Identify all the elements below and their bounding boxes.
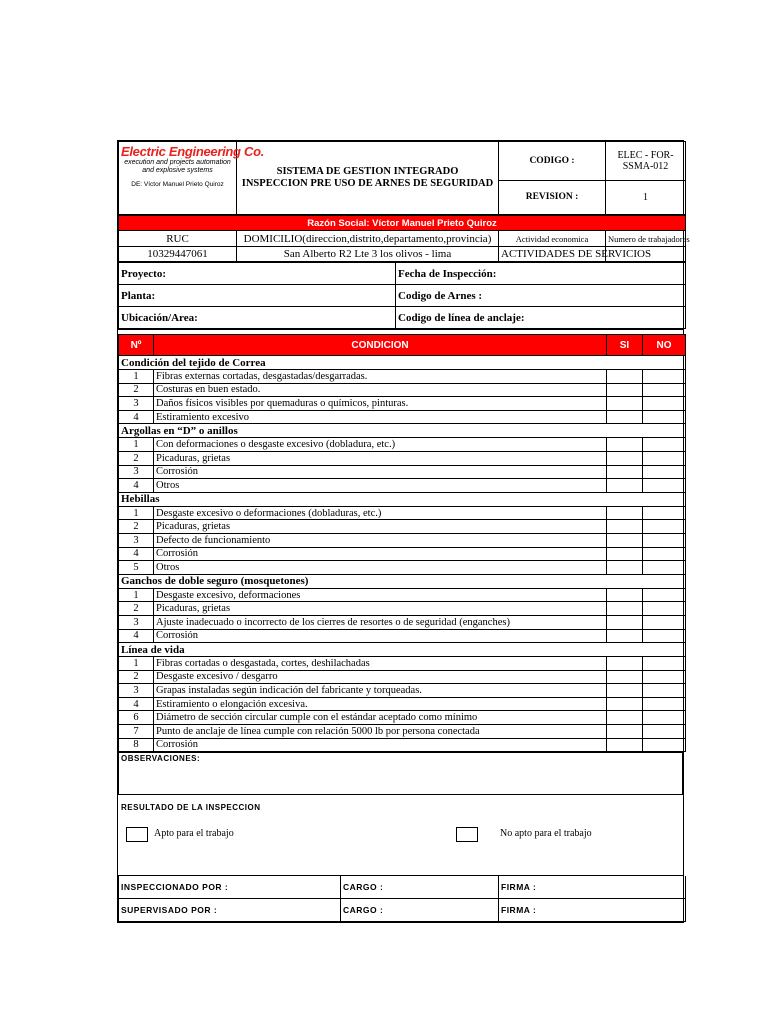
condition-row (119, 397, 686, 411)
condition-number: 1 (119, 438, 154, 452)
condition-row (119, 383, 686, 397)
si-cell[interactable] (607, 479, 643, 493)
category-row (119, 643, 686, 657)
no-cell[interactable] (643, 725, 686, 739)
condition-row (119, 629, 686, 643)
condition-text: Otros (154, 479, 607, 493)
si-cell[interactable] (607, 629, 643, 643)
condition-row (119, 697, 686, 711)
company-logo (119, 142, 265, 215)
condition-text: Desgaste excesivo o deformaciones (dobladuras, etc.) (154, 506, 607, 520)
condition-row (119, 506, 686, 520)
condition-text: Costuras en buen estado. (154, 383, 607, 397)
revision-label: REVISION : (499, 180, 606, 214)
condition-number: 2 (119, 602, 154, 616)
si-cell[interactable] (607, 697, 643, 711)
si-cell[interactable] (607, 670, 643, 684)
category-title: Condición del tejido de Correa (119, 356, 686, 370)
si-cell[interactable] (607, 588, 643, 602)
si-cell[interactable] (607, 383, 643, 397)
condition-text: Corrosión (154, 547, 607, 561)
condition-row (119, 547, 686, 561)
condition-number: 1 (119, 657, 154, 671)
si-cell[interactable] (607, 370, 643, 384)
si-cell[interactable] (607, 465, 643, 479)
condition-text: Picaduras, grietas (154, 451, 607, 465)
condition-row (119, 479, 686, 493)
category-title: Ganchos de doble seguro (mosquetones) (119, 574, 686, 588)
cargo-field-2[interactable]: CARGO : (341, 899, 499, 922)
codigo-label: CODIGO : (499, 142, 606, 181)
category-row (119, 574, 686, 588)
condition-row (119, 588, 686, 602)
condition-number: 3 (119, 615, 154, 629)
condition-row (119, 738, 686, 752)
si-cell[interactable] (607, 520, 643, 534)
category-title: Hebillas (119, 492, 686, 506)
condition-row (119, 561, 686, 575)
si-cell[interactable] (607, 438, 643, 452)
no-cell[interactable] (643, 533, 686, 547)
condition-number: 5 (119, 561, 154, 575)
domicilio-label: DOMICILIO(direccion,distrito,departamento,provincia) (237, 231, 499, 247)
no-apto-label: No apto para el trabajo (500, 828, 592, 840)
codigo-linea-field[interactable]: Codigo de línea de anclaje: (396, 307, 686, 329)
condition-text: Punto de anclaje de línea cumple con relación 5000 lb por persona conectada (154, 725, 607, 739)
no-cell[interactable] (643, 370, 686, 384)
condition-text: Fibras externas cortadas, desgastadas/desgarradas. (154, 370, 607, 384)
no-apto-checkbox[interactable] (456, 827, 478, 842)
no-cell[interactable] (643, 615, 686, 629)
no-cell[interactable] (643, 629, 686, 643)
no-cell[interactable] (643, 410, 686, 424)
condition-text: Daños físicos visibles por quemaduras o químicos, pinturas. (154, 397, 607, 411)
category-row (119, 356, 686, 370)
project-fields (118, 262, 686, 329)
condition-text: Ajuste inadecuado o incorrecto de los cierres de resortes o de seguridad (enganches) (154, 615, 607, 629)
no-cell[interactable] (643, 561, 686, 575)
planta-field[interactable]: Planta: (119, 285, 396, 307)
condition-number: 4 (119, 547, 154, 561)
category-title: Línea de vida (119, 643, 686, 657)
no-cell[interactable] (643, 383, 686, 397)
condition-table (118, 334, 686, 752)
condition-row (119, 670, 686, 684)
condition-row (119, 602, 686, 616)
apto-label: Apto para el trabajo (154, 828, 234, 840)
no-cell[interactable] (643, 657, 686, 671)
signature-table (118, 876, 686, 922)
logo-subtitle-2: and explosive systems (142, 167, 213, 174)
no-cell[interactable] (643, 506, 686, 520)
supervisado-field[interactable]: SUPERVISADO POR : (119, 899, 341, 922)
codigo-value: ELEC - FOR-SSMA-012 (606, 142, 686, 181)
condition-text: Corrosión (154, 738, 607, 752)
no-cell[interactable] (643, 711, 686, 725)
si-cell[interactable] (607, 615, 643, 629)
condition-row (119, 370, 686, 384)
apto-checkbox[interactable] (126, 827, 148, 842)
domicilio-value: San Alberto R2 Lte 3 los olivos - lima (237, 247, 499, 262)
header-table (118, 141, 686, 215)
category-row (119, 424, 686, 438)
si-cell[interactable] (607, 410, 643, 424)
si-cell[interactable] (607, 547, 643, 561)
resultado-title: RESULTADO DE LA INSPECCION (121, 803, 261, 813)
no-cell[interactable] (643, 451, 686, 465)
ruc-value: 10329447061 (119, 247, 237, 262)
condition-number: 8 (119, 738, 154, 752)
trabajadores-label: Numero de trabajadores (606, 231, 686, 247)
proyecto-field[interactable]: Proyecto: (119, 263, 396, 285)
no-cell[interactable] (643, 479, 686, 493)
condition-row (119, 711, 686, 725)
condition-row (119, 520, 686, 534)
firma-field-2[interactable]: FIRMA : (499, 899, 686, 922)
no-cell[interactable] (643, 438, 686, 452)
si-cell[interactable] (607, 506, 643, 520)
no-cell[interactable] (643, 397, 686, 411)
condition-text: Fibras cortadas o desgastada, cortes, deshilachadas (154, 657, 607, 671)
col-no: NO (643, 335, 686, 356)
ruc-label: RUC (119, 231, 237, 247)
col-si: SI (607, 335, 643, 356)
condition-text: Con deformaciones o desgaste excesivo (dobladura, etc.) (154, 438, 607, 452)
condition-row (119, 725, 686, 739)
si-cell[interactable] (607, 657, 643, 671)
actividad-label: Actividad economica (499, 231, 606, 247)
razon-social: Razón Social: Víctor Manuel Prieto Quiroz (119, 216, 686, 231)
condition-number: 1 (119, 370, 154, 384)
logo-title: Electric Engineering Co. (121, 144, 265, 159)
no-cell[interactable] (643, 684, 686, 698)
si-cell[interactable] (607, 451, 643, 465)
condition-text: Estiramiento o elongación excesiva. (154, 697, 607, 711)
title-line-2: INSPECCION PRE USO DE ARNES DE SEGURIDAD (241, 178, 494, 189)
inspection-form (117, 140, 690, 923)
condition-number: 4 (119, 697, 154, 711)
condition-number: 3 (119, 533, 154, 547)
no-cell[interactable] (643, 697, 686, 711)
form-title (237, 142, 499, 215)
condition-number: 4 (119, 629, 154, 643)
condition-number: 7 (119, 725, 154, 739)
no-cell[interactable] (643, 670, 686, 684)
condition-row (119, 533, 686, 547)
ubicacion-field[interactable]: Ubicación/Area: (119, 307, 396, 329)
condition-number: 4 (119, 410, 154, 424)
condition-number: 2 (119, 670, 154, 684)
condition-text: Corrosión (154, 465, 607, 479)
logo-owner: DE: Víctor Manuel Prieto Quiroz (131, 181, 224, 188)
company-table (118, 215, 690, 262)
condition-text: Picaduras, grietas (154, 602, 607, 616)
condition-number: 4 (119, 479, 154, 493)
observaciones-table (118, 752, 683, 795)
condition-text: Desgaste excesivo / desgarro (154, 670, 607, 684)
condition-text: Diámetro de sección circular cumple con el estándar aceptado como mínimo (154, 711, 607, 725)
cargo-field-1[interactable]: CARGO : (341, 876, 499, 899)
condition-number: 3 (119, 465, 154, 479)
si-cell[interactable] (607, 738, 643, 752)
category-title: Argollas en “D” o anillos (119, 424, 686, 438)
revision-value: 1 (606, 180, 686, 214)
no-cell[interactable] (643, 738, 686, 752)
si-cell[interactable] (607, 684, 643, 698)
condition-text: Grapas instaladas según indicación del fabricante y torqueadas. (154, 684, 607, 698)
firma-field-1[interactable]: FIRMA : (499, 876, 686, 899)
no-cell[interactable] (643, 602, 686, 616)
condition-number: 3 (119, 684, 154, 698)
condition-row (119, 615, 686, 629)
condition-text: Desgaste excesivo, deformaciones (154, 588, 607, 602)
condition-text: Picaduras, grietas (154, 520, 607, 534)
condition-number: 2 (119, 520, 154, 534)
no-cell[interactable] (643, 588, 686, 602)
si-cell[interactable] (607, 711, 643, 725)
actividad-value: ACTIVIDADES DE SERVICIOS (499, 247, 606, 262)
observaciones-field[interactable]: OBSERVACIONES: (119, 753, 683, 795)
condition-text: Estiramiento excesivo (154, 410, 607, 424)
condition-row (119, 410, 686, 424)
title-line-1: SISTEMA DE GESTION INTEGRADO (276, 166, 459, 177)
condition-row (119, 684, 686, 698)
condition-row (119, 451, 686, 465)
no-cell[interactable] (643, 520, 686, 534)
si-cell[interactable] (607, 561, 643, 575)
condition-text: Defecto de funcionamiento (154, 533, 607, 547)
codigo-arnes-field[interactable]: Codigo de Arnes : (396, 285, 686, 307)
no-cell[interactable] (643, 547, 686, 561)
si-cell[interactable] (607, 533, 643, 547)
fecha-field[interactable]: Fecha de Inspección: (396, 263, 686, 285)
condition-row (119, 438, 686, 452)
condition-row (119, 657, 686, 671)
condition-text: Corrosión (154, 629, 607, 643)
condition-number: 1 (119, 588, 154, 602)
si-cell[interactable] (607, 725, 643, 739)
logo-subtitle-1: execution and projects automation (124, 159, 231, 166)
col-condicion: CONDICION (154, 335, 607, 356)
inspeccionado-field[interactable]: INSPECCIONADO POR : (119, 876, 341, 899)
condition-number: 2 (119, 451, 154, 465)
condition-number: 6 (119, 711, 154, 725)
condition-number: 2 (119, 383, 154, 397)
col-n: Nº (119, 335, 154, 356)
condition-number: 3 (119, 397, 154, 411)
condition-text: Otros (154, 561, 607, 575)
condition-row (119, 465, 686, 479)
si-cell[interactable] (607, 397, 643, 411)
si-cell[interactable] (607, 602, 643, 616)
category-row (119, 492, 686, 506)
no-cell[interactable] (643, 465, 686, 479)
condition-number: 1 (119, 506, 154, 520)
resultado-section (118, 795, 683, 876)
